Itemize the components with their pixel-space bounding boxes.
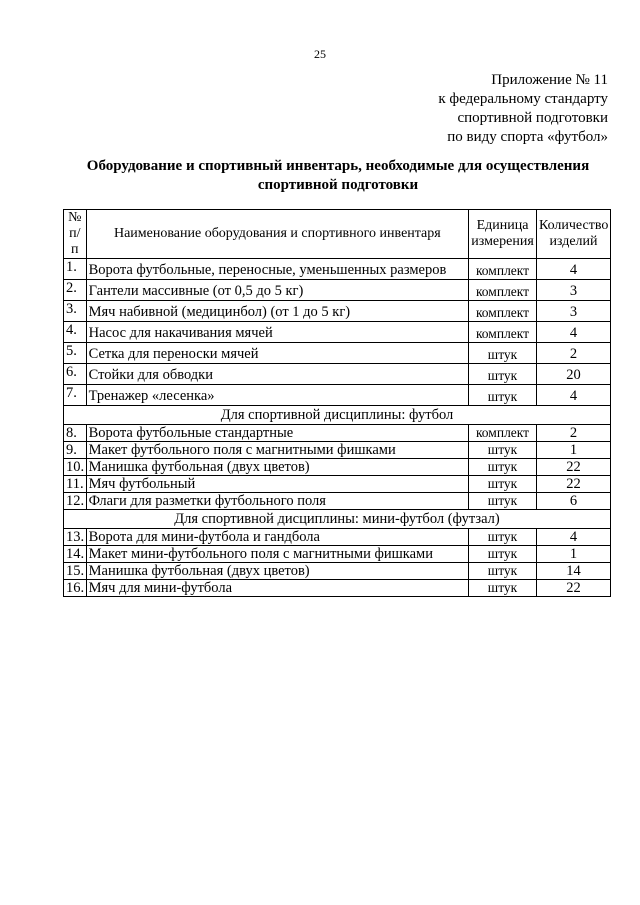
equipment-table bbox=[63, 209, 611, 597]
table-row bbox=[64, 259, 611, 280]
row-quantity: 1 bbox=[536, 442, 610, 459]
row-name: Мяч набивной (медицинбол) (от 1 до 5 кг) bbox=[86, 301, 468, 322]
row-unit: штук bbox=[469, 343, 537, 364]
header-unit-line1: Единица bbox=[476, 218, 529, 233]
title-line: Оборудование и спортивный инвентарь, необходимые для осуществления bbox=[86, 158, 590, 174]
row-quantity: 1 bbox=[536, 546, 610, 563]
row-quantity: 2 bbox=[536, 343, 610, 364]
row-number: 1. bbox=[64, 259, 87, 280]
document-title bbox=[60, 157, 616, 195]
row-name: Ворота для мини-футбола и гандбола bbox=[86, 529, 468, 546]
title-line: спортивной подготовки bbox=[257, 177, 419, 193]
row-quantity: 3 bbox=[536, 301, 610, 322]
row-number: 6. bbox=[64, 364, 87, 385]
row-unit: штук bbox=[469, 563, 537, 580]
table-row bbox=[64, 343, 611, 364]
row-unit: комплект bbox=[469, 259, 537, 280]
table-row bbox=[64, 493, 611, 510]
row-number: 11. bbox=[64, 476, 87, 493]
row-name: Манишка футбольная (двух цветов) bbox=[86, 563, 468, 580]
row-number: 7. bbox=[64, 385, 87, 406]
table-row bbox=[64, 546, 611, 563]
row-quantity: 4 bbox=[536, 385, 610, 406]
row-name: Макет футбольного поля с магнитными фишками bbox=[86, 442, 468, 459]
row-number: 4. bbox=[64, 322, 87, 343]
header-number bbox=[64, 210, 87, 259]
table-row bbox=[64, 442, 611, 459]
appendix-header bbox=[438, 71, 608, 147]
row-unit: штук bbox=[469, 580, 537, 597]
header-name: Наименование оборудования и спортивного инвентаря bbox=[86, 210, 468, 259]
row-name: Насос для накачивания мячей bbox=[86, 322, 468, 343]
header-quantity bbox=[536, 210, 610, 259]
row-number: 3. bbox=[64, 301, 87, 322]
table-row bbox=[64, 563, 611, 580]
row-name: Ворота футбольные стандартные bbox=[86, 425, 468, 442]
table-header-row bbox=[64, 210, 611, 259]
appendix-line: спортивной подготовки bbox=[457, 110, 608, 126]
row-unit: комплект bbox=[469, 322, 537, 343]
row-unit: штук bbox=[469, 493, 537, 510]
row-quantity: 20 bbox=[536, 364, 610, 385]
row-unit: комплект bbox=[469, 425, 537, 442]
row-quantity: 6 bbox=[536, 493, 610, 510]
header-unit-line2: измерения bbox=[471, 234, 534, 249]
row-name: Гантели массивные (от 0,5 до 5 кг) bbox=[86, 280, 468, 301]
table-row bbox=[64, 476, 611, 493]
row-unit: комплект bbox=[469, 301, 537, 322]
appendix-line: к федеральному стандарту bbox=[438, 91, 608, 107]
row-name: Макет мини-футбольного поля с магнитными фишками bbox=[86, 546, 468, 563]
table-row bbox=[64, 580, 611, 597]
table-row bbox=[64, 301, 611, 322]
row-quantity: 3 bbox=[536, 280, 610, 301]
row-unit: штук bbox=[469, 476, 537, 493]
row-unit: штук bbox=[469, 364, 537, 385]
row-number: 14. bbox=[64, 546, 87, 563]
header-quantity-line1: Количество bbox=[538, 218, 609, 233]
row-quantity: 22 bbox=[536, 476, 610, 493]
table-row bbox=[64, 459, 611, 476]
table-row bbox=[64, 385, 611, 406]
row-name: Тренажер «лесенка» bbox=[86, 385, 468, 406]
row-quantity: 4 bbox=[536, 529, 610, 546]
row-number: 12. bbox=[64, 493, 87, 510]
table-row bbox=[64, 529, 611, 546]
row-name: Сетка для переноски мячей bbox=[86, 343, 468, 364]
row-quantity: 22 bbox=[536, 459, 610, 476]
row-number: 10. bbox=[64, 459, 87, 476]
page-number: 25 bbox=[314, 47, 326, 61]
row-quantity: 2 bbox=[536, 425, 610, 442]
row-number: 8. bbox=[64, 425, 87, 442]
section-row-football bbox=[64, 406, 611, 425]
row-number: 13. bbox=[64, 529, 87, 546]
row-quantity: 14 bbox=[536, 563, 610, 580]
row-number: 2. bbox=[64, 280, 87, 301]
section-row-futsal bbox=[64, 510, 611, 529]
row-name: Флаги для разметки футбольного поля bbox=[86, 493, 468, 510]
appendix-line: Приложение № 11 bbox=[491, 72, 608, 88]
row-number: 15. bbox=[64, 563, 87, 580]
appendix-line: по виду спорта «футбол» bbox=[447, 129, 608, 145]
row-unit: штук bbox=[469, 442, 537, 459]
header-quantity-line2: изделий bbox=[549, 234, 598, 249]
row-number: 16. bbox=[64, 580, 87, 597]
table-row bbox=[64, 364, 611, 385]
row-quantity: 22 bbox=[536, 580, 610, 597]
header-number-line1: № bbox=[68, 210, 82, 225]
row-unit: штук bbox=[469, 459, 537, 476]
table-row bbox=[64, 280, 611, 301]
row-number: 5. bbox=[64, 343, 87, 364]
row-unit: штук bbox=[469, 385, 537, 406]
row-number: 9. bbox=[64, 442, 87, 459]
row-unit: штук bbox=[469, 546, 537, 563]
row-name: Мяч для мини-футбола bbox=[86, 580, 468, 597]
row-name: Манишка футбольная (двух цветов) bbox=[86, 459, 468, 476]
table-row bbox=[64, 322, 611, 343]
row-quantity: 4 bbox=[536, 259, 610, 280]
row-name: Ворота футбольные, переносные, уменьшенных размеров bbox=[86, 259, 468, 280]
row-name: Мяч футбольный bbox=[86, 476, 468, 493]
header-unit bbox=[469, 210, 537, 259]
row-quantity: 4 bbox=[536, 322, 610, 343]
row-unit: комплект bbox=[469, 280, 537, 301]
section-label-football: Для спортивной дисциплины: футбол bbox=[64, 406, 611, 425]
table-body bbox=[64, 259, 611, 597]
row-name: Стойки для обводки bbox=[86, 364, 468, 385]
section-label-futsal: Для спортивной дисциплины: мини-футбол (футзал) bbox=[64, 510, 611, 529]
row-unit: штук bbox=[469, 529, 537, 546]
table-row bbox=[64, 425, 611, 442]
header-number-line2: п/п bbox=[69, 226, 81, 257]
